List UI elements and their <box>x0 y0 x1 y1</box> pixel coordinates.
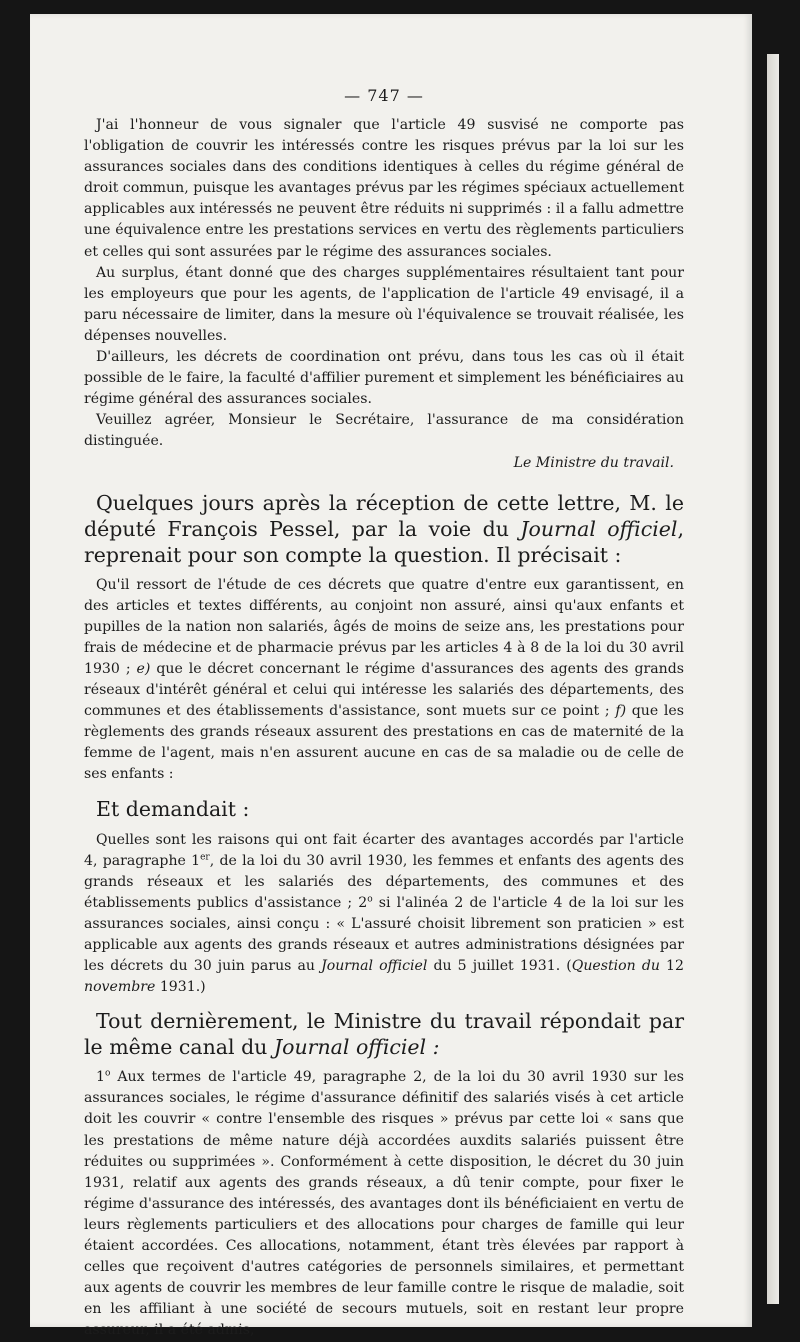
section3-intro: Tout dernièrement, le Ministre du travail répondait par le même canal du Journal officiel : <box>84 1009 684 1060</box>
page-edge <box>767 54 779 1304</box>
letter-closing: Veuillez agréer, Monsieur le Secrétaire, l'assurance de ma considération distinguée. <box>84 412 684 450</box>
page-sheet <box>30 14 752 1339</box>
section2-intro: Et demandait : <box>96 796 250 821</box>
journal-officiel-title: Journal officiel <box>321 958 428 975</box>
ministerial-letter <box>84 115 684 474</box>
deputy-demand-paragraph: Quelles sont les raisons qui ont fait écarter des avantages accordés par l'article 4, paragraphe 1er, de la loi du 30 avril 1930, les femmes et enfants des agents des grands réseaux et les salariés des départements, des communes et des établissements publics d'assistance ; 2$^o$ si l'alinéa 2 de l'article 4 de la loi sur les assurances sociales, ainsi conçu : « L'assuré choisit librement son praticien » est applicable aux agents des grands réseaux et autres administrations désignées par les décrets du 30 juin parus au Journal officiel du 5 juillet 1931. (Question du 12 novembre 1931.) <box>84 831 684 996</box>
page-content <box>84 86 684 1342</box>
section1-intro: Quelques jours après la réception de cette lettre, M. le député François Pessel, par la voie du Journal officiel, reprenait pour son compte la question. Il précisait : <box>84 490 684 567</box>
letter-paragraph-2: Au surplus, étant donné que des charges supplémentaires résultaient tant pour les employeurs que pour les agents, de l'application de l'article 49 envisagé, il a paru nécessaire de limiter, dans la mesure où l'équivalence se trouvait réalisée, les dépenses nouvelles. <box>84 264 684 344</box>
page-number: — 747 — <box>344 86 424 105</box>
journal-officiel-title: Journal officiel <box>520 516 678 541</box>
letter-signature: Le Ministre du travail. <box>513 454 674 471</box>
journal-officiel-title: Journal officiel : <box>273 1035 440 1060</box>
letter-paragraph-3: D'ailleurs, les décrets de coordination ont prévu, dans tous les cas où il était possible de le faire, la faculté d'affilier purement et simplement les bénéficiaires au régime général des assurances sociales. <box>84 349 684 408</box>
minister-answer-paragraph: 1$^o$ Aux termes de l'article 49, paragraphe 2, de la loi du 30 avril 1930 sur les assurances sociales, le régime d'assurance définitif des salariés visés à cet article doit les couvrir « contre l'ensemble des risques » prévus par cette loi « sans que les prestations de même nature déjà accordées auxdits salariés puissent être réduites ou supprimées ». Conformément à cette disposition, le décret du 30 juin 1931, relatif aux agents des grands réseaux, a dû tenir compte, pour fixer le régime d'assurance des intéressés, des avantages dont ils bénéficiaient en vertu de leurs règlements particuliers et des allocations pour charges de famille qui leur étaient accordées. Ces allocations, notamment, étant très élevées par rapport à celles que reçoivent d'autres catégories de personnels similaires, et permettant aux agents de couvrir les membres de leur famille contre le risque de maladie, soit en les affiliant à une société de secours mutuels, soit en restant leur propre assureur, il a été admis, <box>84 1068 684 1339</box>
deputy-question-paragraph: Qu'il ressort de l'étude de ces décrets que quatre d'entre eux garantissent, en des articles et textes différents, au conjoint non assuré, ainsi qu'aux enfants et pupilles de la nation non salariés, âgés de moins de seize ans, les prestations pour frais de médecine et de pharmacie prévus par les articles 4 à 8 de la loi du 30 avril 1930 ; e) que le décret concernant le régime d'assurances des agents des grands réseaux d'intérêt général et celui qui intéresse les salariés des départements, des communes et des établissements d'assistance, sont muets sur ce point ; f) que les règlements des grands réseaux assurent des prestations en cas de maternité de la femme de l'agent, mais n'en assurent aucune en cas de sa maladie ou de celle de ses enfants : <box>84 576 684 783</box>
letter-paragraph-1: J'ai l'honneur de vous signaler que l'article 49 susvisé ne comporte pas l'obligation de couvrir les intéressés contre les risques prévus par la loi sur les assurances sociales dans des conditions identiques à celles du régime général de droit commun, puisque les avantages prévus par les régimes spéciaux actuellement applicables aux intéressés ne peuvent être réduits ni supprimés : il a fallu admettre une équivalence entre les prestations services en vertu des règlements particuliers et celles qui sont assurées par le régime des assurances sociales. <box>84 117 684 260</box>
